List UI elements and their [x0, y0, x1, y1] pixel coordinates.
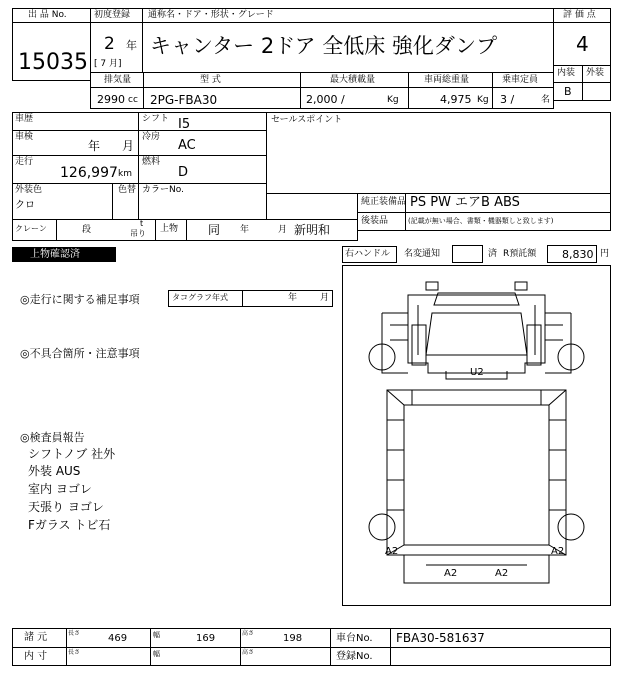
defect-notes-label: ◎不具合箇所・注意事項: [20, 347, 140, 360]
inner-label: 内 寸: [24, 651, 48, 662]
inspector-line-1: シフトノブ 社外: [28, 447, 116, 461]
inspector-line-4: 天張り ヨゴレ: [28, 500, 104, 514]
reg-label: 登録No.: [336, 651, 373, 662]
mileage-unit: km: [118, 169, 132, 179]
height-label: 高さ: [242, 630, 255, 637]
score-label: 評 価 点: [563, 10, 596, 20]
max-load-label: 最大積載量: [330, 75, 376, 85]
equipment-label: 純正装備品: [361, 197, 407, 207]
capacity-label: 乗車定員: [502, 75, 539, 85]
shift-label: シフト: [142, 114, 170, 124]
width-value: 169: [196, 633, 216, 644]
recycle-prefix: 済: [488, 249, 498, 259]
height-value: 198: [283, 633, 303, 644]
capacity-unit: 名: [541, 95, 551, 105]
aftermarket-note: (記載が無い場合、書類・機器類しと致します): [408, 217, 554, 225]
diagram-mark-a2-rear-right: A2: [495, 568, 509, 579]
crane-hang: 吊り: [130, 229, 146, 238]
truck-diagram: [342, 265, 611, 606]
first-reg-year: 2: [104, 34, 115, 54]
score-value: 4: [576, 32, 589, 56]
first-reg-year-unit: 年: [126, 39, 137, 52]
crane-label: クレーン: [15, 224, 47, 233]
upper-label: 上物: [160, 224, 179, 234]
gross-weight-label: 車両総重量: [424, 75, 470, 85]
displacement-label: 排気量: [104, 75, 132, 85]
capacity-value: 3 /: [500, 93, 515, 106]
inspection-year-unit: 年: [88, 139, 101, 153]
inner-width-label: 幅: [153, 650, 160, 658]
crane-ton: t: [140, 219, 144, 228]
max-load-unit: Kg: [387, 95, 399, 105]
crane-stage: 段: [82, 225, 92, 235]
color-change-label: 色替: [118, 185, 137, 195]
aftermarket-label: 後装品: [361, 216, 389, 226]
first-reg-label: 初度登録: [94, 10, 131, 20]
upper-confirm-badge: [12, 247, 116, 262]
inspection-label: 車検: [15, 132, 34, 142]
upper-same: 同: [208, 223, 221, 237]
upper-month: 月: [278, 225, 288, 235]
history-label: 車歴: [15, 114, 34, 124]
fuel-label: 燃料: [142, 157, 161, 167]
model-label: 型 式: [200, 75, 221, 85]
gross-weight-unit: Kg: [477, 95, 489, 105]
inner-length-label: 長さ: [68, 649, 81, 656]
diagram-mark-a2-right: A2: [551, 546, 565, 557]
name-change-box: [452, 245, 483, 263]
name-change-label: 名変通知: [404, 249, 441, 259]
mileage-value: 126,997: [60, 165, 118, 181]
inspector-line-2: 外装 AUS: [28, 464, 81, 478]
inner-height-label: 高さ: [242, 649, 255, 656]
first-reg-month: [ 7 月]: [94, 59, 122, 69]
inspection-month-unit: 月: [122, 139, 135, 153]
running-notes-label: ◎走行に関する補足事項: [20, 293, 140, 306]
exterior-label: 外装: [586, 68, 605, 78]
diagram-mark-a2-left: A2: [385, 546, 399, 557]
exterior-color-label: 外装色: [15, 185, 43, 195]
aircon-value: AC: [178, 138, 196, 153]
recycle-amount: 8,830: [562, 248, 594, 261]
model-value: 2PG-FBA30: [150, 93, 218, 107]
length-value: 469: [108, 633, 128, 644]
recycle-unit: 円: [600, 249, 610, 259]
exterior-color-value: クロ: [15, 200, 35, 211]
rhd-label: 右ハンドル: [345, 249, 391, 259]
lot-number: 15035: [18, 50, 88, 75]
interior-label: 内装: [557, 68, 576, 78]
diagram-mark-a2-rear-left: A2: [444, 568, 458, 579]
upper-maker: 新明和: [294, 223, 331, 237]
chassis-value: FBA30-581637: [396, 631, 485, 645]
max-load-value: 2,000 /: [306, 93, 345, 106]
tacho-year: 年: [288, 293, 298, 303]
inspector-line-5: Fガラス トビ石: [28, 518, 111, 532]
lot-label: 出 品 No.: [28, 10, 67, 20]
tacho-label: タコグラフ年式: [172, 293, 228, 302]
recycle-label: R預託額: [503, 249, 537, 259]
diagram-mark-u2: U2: [470, 367, 484, 378]
shift-value: I5: [178, 117, 191, 132]
car-name: キャンター 2ドア 全低床 強化ダンプ: [150, 34, 498, 58]
aircon-label: 冷房: [142, 132, 161, 142]
interior-grade: B: [564, 85, 572, 98]
details-box: [12, 112, 267, 220]
car-name-label: 通称名・ドア・形状・グレード: [148, 10, 274, 20]
mileage-label: 走行: [15, 157, 34, 167]
upper-year: 年: [240, 225, 250, 235]
tacho-month: 月: [320, 293, 330, 303]
equipment-value: PS PW エアB ABS: [410, 195, 520, 210]
upper-confirm-text: 上物確認済: [30, 249, 80, 260]
width-label: 幅: [153, 631, 160, 639]
inspector-line-3: 室内 ヨゴレ: [28, 482, 92, 496]
fuel-value: D: [178, 165, 189, 180]
spec-label: 諸 元: [24, 632, 48, 643]
color-no-label: カラーNo.: [142, 185, 184, 195]
displacement-unit: cc: [128, 95, 138, 105]
displacement-value: 2990: [97, 93, 125, 106]
inspector-report-label: ◎検査員報告: [20, 431, 85, 444]
length-label: 長さ: [68, 630, 81, 637]
chassis-label: 車台No.: [336, 633, 373, 644]
gross-weight-value: 4,975: [440, 93, 472, 106]
sales-point-label: セールスポイント: [271, 115, 343, 125]
